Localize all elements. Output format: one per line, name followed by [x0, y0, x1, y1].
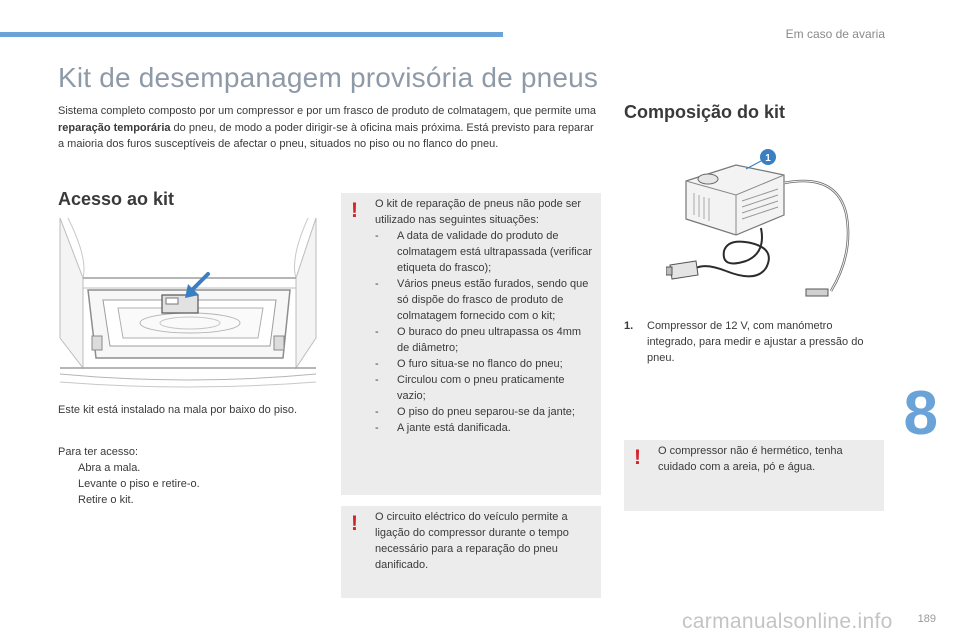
header-accent-bar — [0, 32, 503, 37]
warning-item-text: O piso do pneu separou-se da jante; — [397, 406, 575, 418]
warning-item-text: A jante está danificada. — [397, 422, 511, 434]
access-intro: Para ter acesso: — [58, 446, 139, 458]
bullet-icon — [58, 476, 78, 492]
kit-item-compressor — [624, 318, 879, 366]
warning-text: O circuito eléctrico do veículo permite a ligação do compressor durante o tempo necessário para a reparação do pneu danificado. — [375, 511, 569, 571]
warning-box-usage-limits — [341, 193, 601, 495]
warning-item-text: O buraco do pneu ultrapassa os 4mm de diâmetro; — [397, 326, 582, 354]
step-text: Retire o kit. — [78, 494, 134, 506]
intro-text-2: do pneu, de modo a poder dirigir-se à oficina mais próxima. Está previsto para reparar a maioria dos furos susceptíveis de afectar o pneu, situados no piso ou no flanco do pneu. — [58, 121, 594, 150]
list-item — [58, 460, 308, 476]
item-number: 1. — [624, 320, 634, 332]
exclamation-icon: ! — [634, 446, 641, 469]
list-item — [375, 324, 593, 356]
list-item — [375, 228, 593, 276]
warning-item-text: Vários pneus estão furados, sendo que só dispõe do frasco de produto de colmatagem fornecido com o kit; — [397, 278, 589, 322]
dash-bullet: - — [375, 358, 379, 370]
watermark: carmanualsonline.info — [682, 610, 893, 633]
intro-text-1: Sistema completo composto por um compressor e por um frasco de produto de colmatagem, que permite uma — [58, 105, 597, 117]
exclamation-icon: ! — [351, 512, 358, 535]
warning-list — [375, 228, 593, 436]
step-text: Abra a mala. — [78, 462, 141, 474]
list-item — [375, 372, 593, 404]
page-number: 189 — [917, 613, 936, 625]
dash-bullet: - — [375, 422, 379, 434]
bullet-icon — [58, 460, 78, 476]
list-item — [375, 420, 593, 436]
section-title: Em caso de avaria — [785, 27, 885, 41]
dash-bullet: - — [375, 326, 379, 338]
step-text: Levante o piso e retire-o. — [78, 478, 200, 490]
list-item — [58, 476, 308, 492]
list-item — [375, 276, 593, 324]
warning-content — [375, 196, 593, 436]
warning-item-text: O furo situa-se no flanco do pneu; — [397, 358, 563, 370]
callout-label: 1 — [765, 153, 771, 164]
intro-bold: reparação temporária — [58, 121, 171, 134]
warning-text: O compressor não é hermético, tenha cuidado com a areia, pó e água. — [658, 445, 843, 473]
install-text: Este kit está instalado na mala por baixo do piso. — [58, 404, 298, 416]
warning-content — [375, 509, 593, 573]
dash-bullet: - — [375, 230, 379, 242]
heading-acesso: Acesso ao kit — [58, 189, 175, 209]
trunk-illustration — [58, 218, 318, 393]
warning-intro: O kit de reparação de pneus não pode ser utilizado nas seguintes situações: — [375, 198, 582, 226]
dash-bullet: - — [375, 374, 379, 386]
compressor-illustration — [666, 143, 876, 305]
access-steps — [58, 460, 308, 508]
list-item — [58, 492, 308, 508]
page-title: Kit de desempanagem provisória de pneus — [58, 62, 599, 93]
warning-item-text: Circulou com o pneu praticamente vazio; — [397, 374, 565, 402]
dash-bullet: - — [375, 406, 379, 418]
intro-paragraph — [58, 103, 598, 153]
bullet-icon — [58, 492, 78, 508]
warning-content — [658, 443, 876, 475]
list-item — [375, 356, 593, 372]
warning-box-electrical — [341, 506, 601, 598]
exclamation-icon: ! — [351, 199, 358, 222]
warning-box-hermetic — [624, 440, 884, 511]
heading-composicao: Composição do kit — [624, 102, 786, 122]
dash-bullet: - — [375, 278, 379, 290]
access-instructions — [58, 444, 308, 508]
item-text: Compressor de 12 V, com manómetro integrado, para medir e ajustar a pressão do pneu. — [647, 320, 864, 364]
list-item — [375, 404, 593, 420]
warning-item-text: A data de validade do produto de colmatagem está ultrapassada (verificar etiqueta do frasco); — [397, 230, 593, 274]
chapter-number: 8 — [903, 379, 938, 448]
